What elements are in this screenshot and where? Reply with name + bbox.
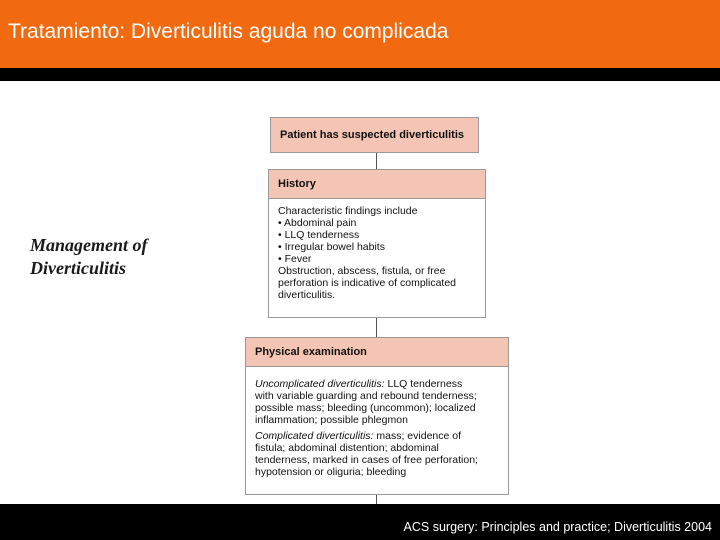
connector-start-history	[376, 152, 377, 170]
history-box-title: History	[269, 170, 485, 199]
history-line: • Abdominal pain	[278, 217, 357, 229]
header-divider-bar	[0, 68, 720, 81]
history-line: • Fever	[278, 253, 312, 265]
start-box	[270, 117, 479, 153]
exam-box-body	[246, 367, 508, 484]
uncomplicated-label: Uncomplicated diverticulitis:	[255, 378, 385, 390]
history-box	[268, 169, 486, 318]
slide-title: Tratamiento: Diverticulitis aguda no complicada	[8, 20, 449, 43]
side-heading-line-1: Management of	[30, 235, 148, 255]
history-line: • Irregular bowel habits	[278, 241, 385, 253]
history-line: Obstruction, abscess, fistula, or free	[278, 265, 446, 277]
uncomplicated-line: with variable guarding and rebound tenderness;	[255, 390, 477, 402]
exam-box-title: Physical examination	[246, 338, 508, 367]
complicated-line	[255, 430, 499, 442]
exam-box	[245, 337, 509, 495]
footer-citation: ACS surgery: Principles and practice; Diverticulitis 2004	[403, 520, 712, 534]
history-line: • LLQ tenderness	[278, 229, 360, 241]
complicated-text: mass; evidence of	[373, 430, 462, 442]
history-line: Characteristic findings include	[278, 205, 418, 217]
side-heading	[30, 234, 230, 280]
complicated-line: tenderness, marked in cases of free perforation;	[255, 454, 478, 466]
start-box-label: Patient has suspected diverticulitis	[280, 129, 465, 141]
history-line: diverticulitis.	[278, 289, 336, 301]
uncomplicated-line: inflammation; possible phlegmon	[255, 414, 408, 426]
side-heading-line-2: Diverticulitis	[30, 258, 126, 278]
uncomplicated-text: LLQ tenderness	[384, 378, 463, 390]
slide-footer	[0, 504, 720, 540]
uncomplicated-line	[255, 378, 499, 390]
history-box-body	[269, 199, 485, 307]
complicated-line: hypotension or oliguria; bleeding	[255, 466, 407, 478]
history-line: perforation is indicative of complicated	[278, 277, 457, 289]
uncomplicated-line: possible mass; bleeding (uncommon); localized	[255, 402, 476, 414]
complicated-label: Complicated diverticulitis:	[255, 430, 374, 442]
connector-history-exam	[376, 317, 377, 338]
slide-header	[0, 0, 720, 69]
complicated-line: fistula; abdominal distention; abdominal	[255, 442, 439, 454]
